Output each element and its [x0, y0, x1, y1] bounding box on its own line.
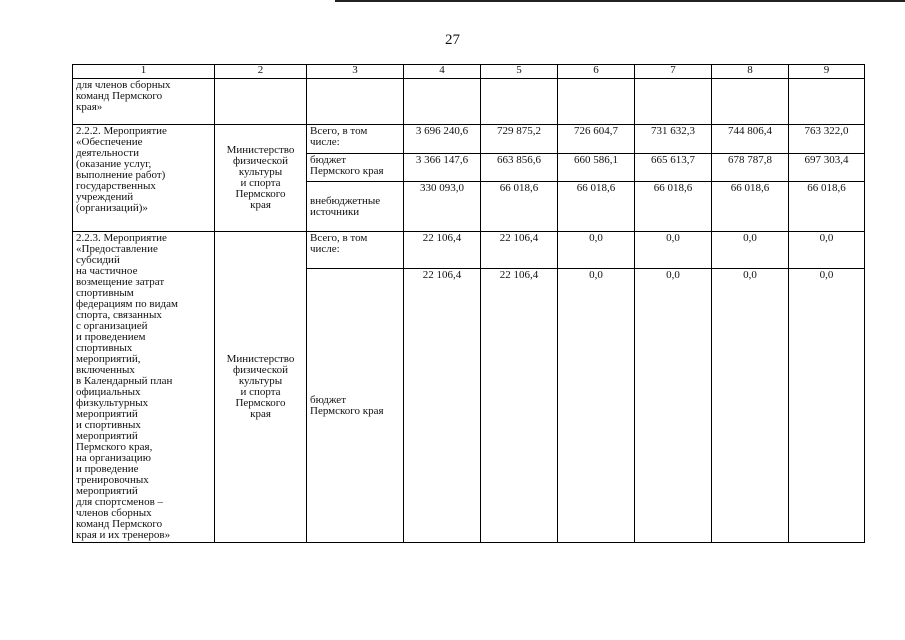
description-cell: 2.2.3. Мероприятие «Предоставление субсидий на частичное возмещение затрат спортивным федерациям по видам спорта, связанных с организацией и проведением спортивных мероприятий, включенных в Календарный план официальных физкультурных мероприятий и спортивных мероприятий Пермского края, на организацию и проведение тренировочных мероприятий для спортсменов – членов сборных команд Пермского края и их тренеров»	[73, 232, 215, 543]
description-cell: 2.2.2. Мероприятие «Обеспечение деятельности (оказание услуг, выполнение работ) государственных учреждений (организаций)»	[73, 125, 215, 232]
page-number: 27	[445, 32, 460, 48]
table-row	[73, 232, 865, 269]
value-cell: 22 106,4	[404, 269, 481, 543]
value-cell: 0,0	[789, 269, 865, 543]
source-cell: внебюджетные источники	[307, 182, 404, 232]
executor-cell: Министерство физической культуры и спорта Пермского края	[215, 232, 307, 543]
top-rule	[335, 0, 905, 2]
value-cell: 3 696 240,6	[404, 125, 481, 154]
value-cell: 665 613,7	[635, 154, 712, 182]
value-cell: 726 604,7	[558, 125, 635, 154]
value-cell: 0,0	[712, 232, 789, 269]
table-row	[73, 125, 865, 154]
value-cell: 66 018,6	[789, 182, 865, 232]
value-cell: 678 787,8	[712, 154, 789, 182]
value-cell: 66 018,6	[481, 182, 558, 232]
header-cell-4: 4	[404, 65, 481, 79]
value-cell: 22 106,4	[404, 232, 481, 269]
header-cell-3: 3	[307, 65, 404, 79]
executor-cell	[215, 79, 307, 125]
header-row	[73, 65, 865, 79]
header-cell-9: 9	[789, 65, 865, 79]
description-cell: для членов сборных команд Пермского края»	[73, 79, 215, 125]
executor-cell: Министерство физической культуры и спорта Пермского края	[215, 125, 307, 232]
value-cell: 763 322,0	[789, 125, 865, 154]
value-cell: 0,0	[635, 232, 712, 269]
source-cell: Всего, в том числе:	[307, 125, 404, 154]
value-cell: 660 586,1	[558, 154, 635, 182]
source-cell: Всего, в том числе:	[307, 232, 404, 269]
value-cell: 66 018,6	[712, 182, 789, 232]
value-cell: 744 806,4	[712, 125, 789, 154]
value-cell: 66 018,6	[558, 182, 635, 232]
value-cell: 22 106,4	[481, 269, 558, 543]
header-cell-7: 7	[635, 65, 712, 79]
header-cell-1: 1	[73, 65, 215, 79]
source-cell: бюджет Пермского края	[307, 269, 404, 543]
value-cell: 0,0	[712, 269, 789, 543]
value-cell: 663 856,6	[481, 154, 558, 182]
value-cell	[404, 79, 481, 125]
value-cell	[712, 79, 789, 125]
value-cell: 0,0	[789, 232, 865, 269]
table-row	[73, 79, 865, 125]
value-cell	[558, 79, 635, 125]
value-cell	[481, 79, 558, 125]
value-cell: 0,0	[558, 269, 635, 543]
value-cell: 3 366 147,6	[404, 154, 481, 182]
value-cell: 731 632,3	[635, 125, 712, 154]
value-cell: 22 106,4	[481, 232, 558, 269]
header-cell-8: 8	[712, 65, 789, 79]
value-cell: 729 875,2	[481, 125, 558, 154]
value-cell: 330 093,0	[404, 182, 481, 232]
header-cell-6: 6	[558, 65, 635, 79]
value-cell: 697 303,4	[789, 154, 865, 182]
value-cell	[789, 79, 865, 125]
source-cell: бюджет Пермского края	[307, 154, 404, 182]
value-cell	[635, 79, 712, 125]
value-cell: 66 018,6	[635, 182, 712, 232]
value-cell: 0,0	[558, 232, 635, 269]
value-cell: 0,0	[635, 269, 712, 543]
header-cell-5: 5	[481, 65, 558, 79]
source-cell	[307, 79, 404, 125]
header-cell-2: 2	[215, 65, 307, 79]
budget-table	[72, 64, 865, 543]
